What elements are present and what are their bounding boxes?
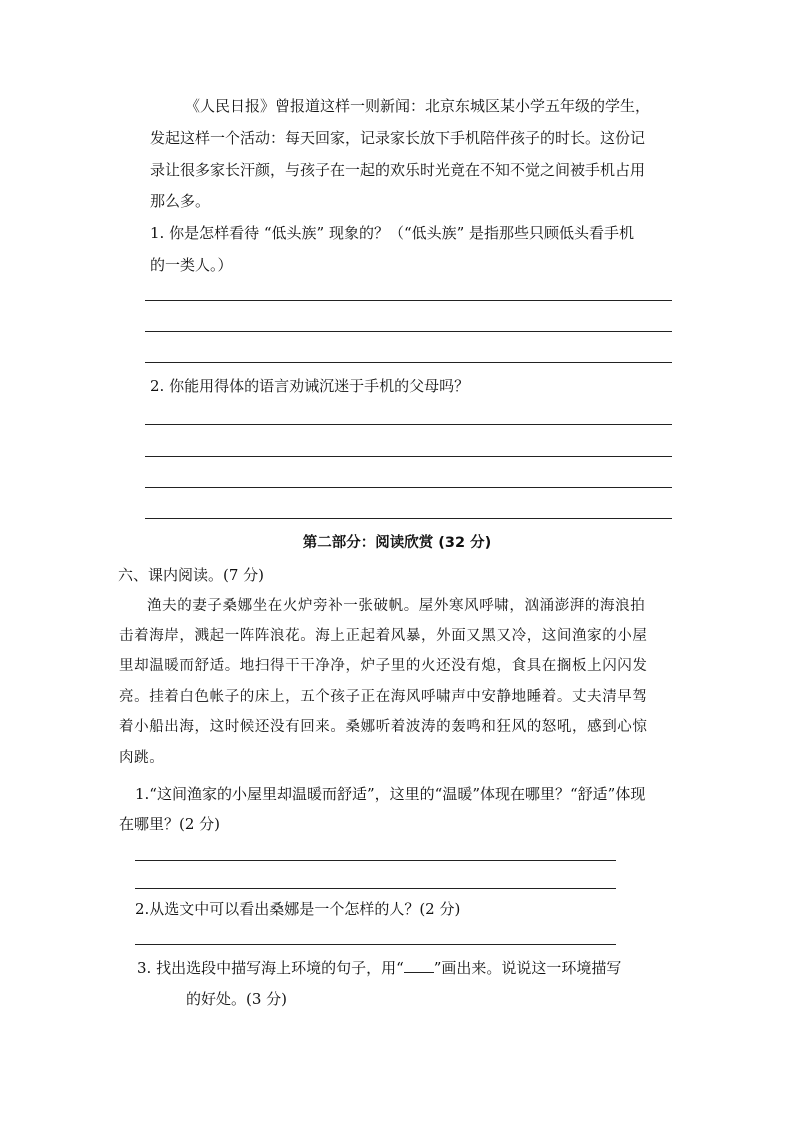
answer-line[interactable] xyxy=(145,300,672,301)
reading-question-3-line-1 xyxy=(137,958,621,978)
passage-line: 击着海岸，溅起一阵阵浪花。海上正起着风暴，外面又黑又冷，这间渔家的小屋 xyxy=(119,628,648,644)
part-2-title: 第二部分：阅读欣赏 (32 分) xyxy=(302,535,492,551)
question-2: 2. 你能用得体的语言劝诫沉迷于手机的父母吗？ xyxy=(150,377,470,395)
intro-line-1: 《人民日报》曾报道这样一则新闻：北京东城区某小学五年级的学生， xyxy=(185,97,651,115)
question-1-line-1: 1. 你是怎样看待 “低头族” 现象的？（“低头族” 是指那些只顾低头看手机 xyxy=(150,224,635,242)
reading-question-3-line-2: 的好处。(3 分) xyxy=(186,990,288,1008)
reading-question-1-line-1: 1.“这间渔家的小屋里却温暖而舒适”，这里的“温暖”体现在哪里？“舒适”体现 xyxy=(135,785,646,803)
answer-line[interactable] xyxy=(135,888,616,889)
question-1-line-2: 的一类人。） xyxy=(150,256,233,274)
reading-question-1-line-2: 在哪里？(2 分) xyxy=(119,815,221,833)
passage-line: 亮。挂着白色帐子的床上，五个孩子正在海风呼啸声中安静地睡着。丈夫清早驾 xyxy=(119,689,648,705)
answer-line[interactable] xyxy=(135,944,616,945)
answer-line[interactable] xyxy=(135,860,616,861)
passage-line: 渔夫的妻子桑娜坐在火炉旁补一张破帆。屋外寒风呼啸，汹涌澎湃的海浪拍 xyxy=(147,598,646,614)
answer-line[interactable] xyxy=(145,331,672,332)
reading-question-3-suffix: ”画出来。说说这一环境描写 xyxy=(433,959,622,977)
intro-line-4: 那么多。 xyxy=(150,192,211,210)
answer-line[interactable] xyxy=(145,424,672,425)
passage-line: 着小船出海，这时候还没有回来。桑娜听着波涛的轰鸣和狂风的怒吼，感到心惊 xyxy=(119,719,648,735)
passage-line: 里却温暖而舒适。地扫得干干净净，炉子里的火还没有熄，食具在搁板上闪闪发 xyxy=(119,658,648,674)
answer-line[interactable] xyxy=(145,456,672,457)
section-6-heading: 六、课内阅读。(7 分) xyxy=(118,566,265,584)
answer-line[interactable] xyxy=(145,518,672,519)
answer-line[interactable] xyxy=(145,362,672,363)
intro-line-3: 录让很多家长汗颜，与孩子在一起的欢乐时光竟在不知不觉之间被手机占用 xyxy=(150,161,646,179)
underline-sample xyxy=(404,960,434,973)
passage-line: 肉跳。 xyxy=(119,750,165,766)
reading-question-2: 2.从选文中可以看出桑娜是一个怎样的人？(2 分) xyxy=(135,900,461,918)
reading-question-3-prefix: 3. 找出选段中描写海上环境的句子，用“ xyxy=(137,959,404,977)
intro-line-2: 发起这样一个活动：每天回家，记录家长放下手机陪伴孩子的时长。这份记 xyxy=(150,129,646,147)
answer-line[interactable] xyxy=(145,487,672,488)
